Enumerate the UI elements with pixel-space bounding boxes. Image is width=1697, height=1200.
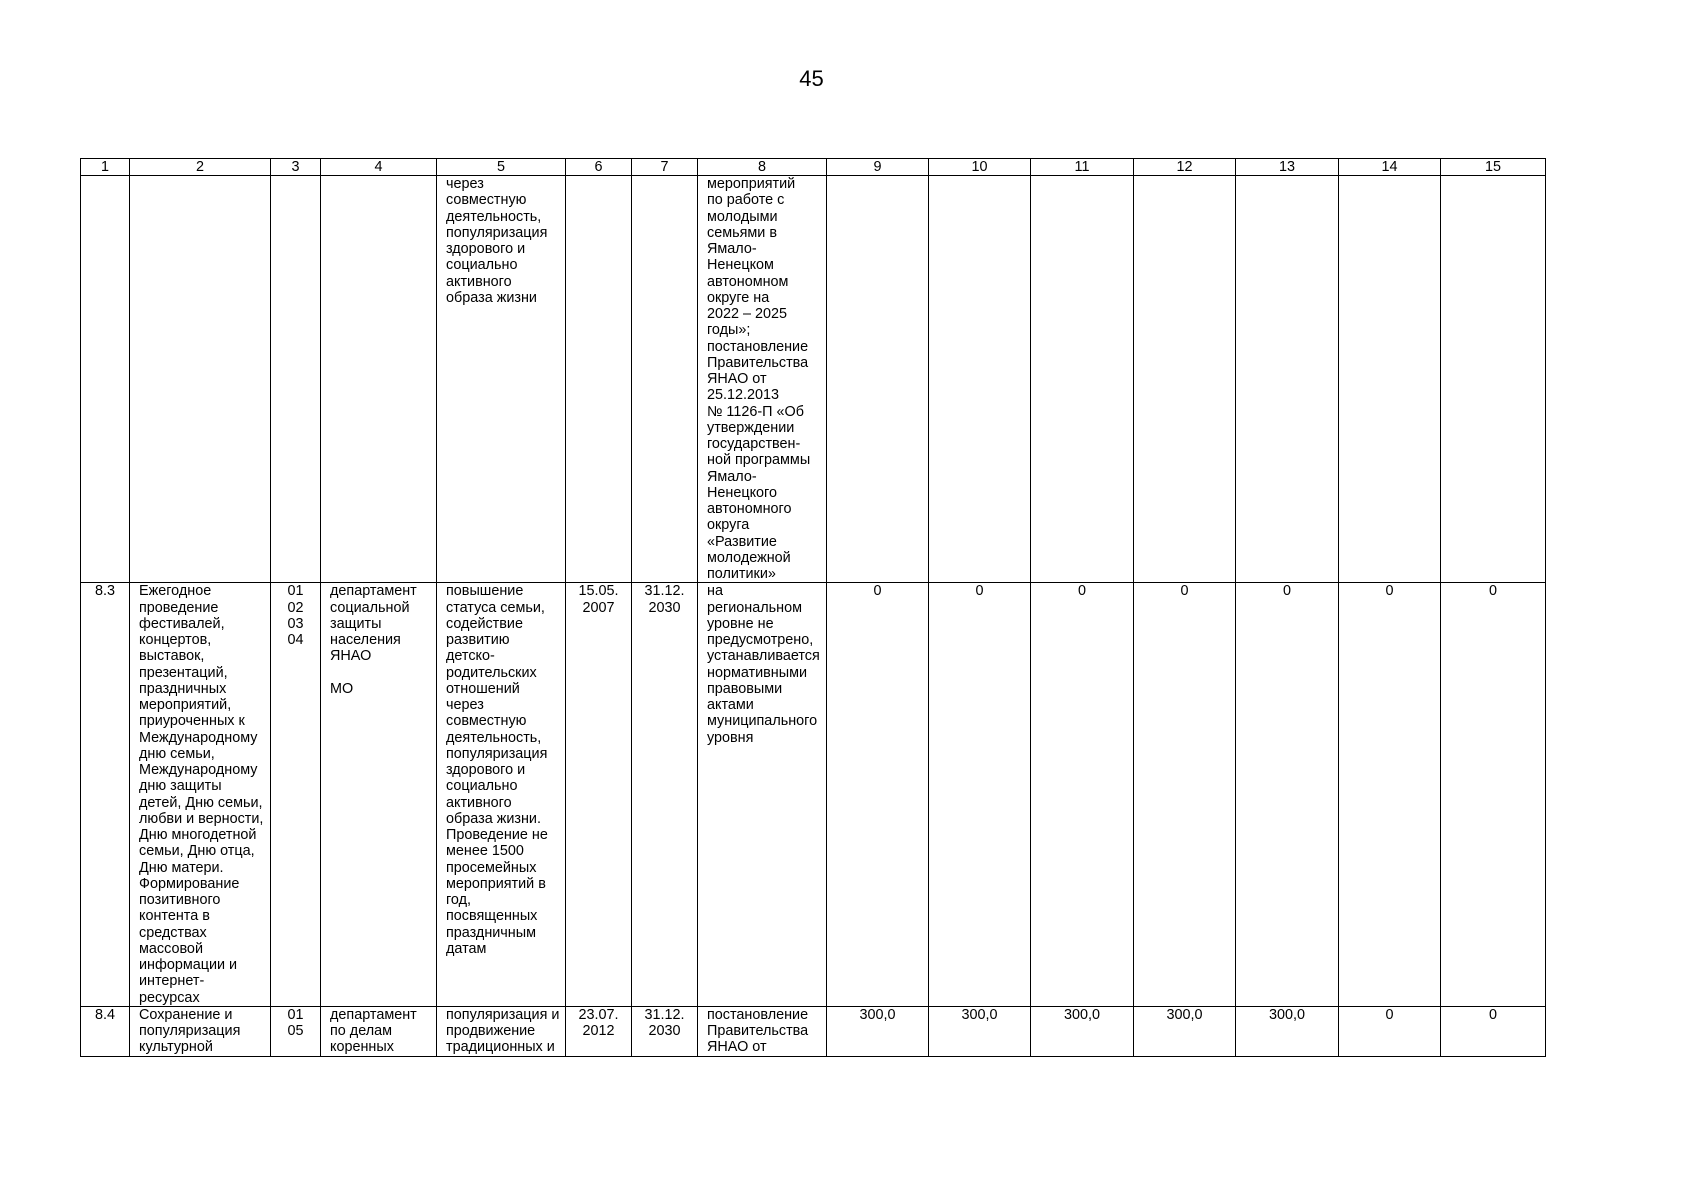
cell-text-line: семьи, Дню отца, bbox=[139, 843, 255, 860]
cell-text-line: 2007 bbox=[582, 599, 615, 616]
cell-empty bbox=[827, 176, 929, 583]
cell-text-line: 2030 bbox=[648, 1023, 681, 1039]
cell-text-line: дню семьи, bbox=[139, 745, 215, 762]
cell-text-line: Ямало- bbox=[707, 468, 757, 485]
cell-text-line: Дню многодетной bbox=[139, 827, 257, 843]
cell-text-line: традиционных и bbox=[446, 1039, 555, 1056]
cell-text-line: политики» bbox=[707, 566, 776, 582]
cell-text-line: молодежной bbox=[707, 549, 791, 566]
cell-text-line: 23.07. bbox=[578, 1006, 619, 1023]
cell-text-line: совместную bbox=[446, 713, 527, 730]
cell-text-line: правовыми bbox=[707, 680, 783, 697]
column-number: 10 bbox=[929, 159, 1031, 176]
cell-value: 300,0 bbox=[929, 1006, 1031, 1056]
cell-text-line: деятельность, bbox=[446, 208, 542, 225]
cell-legal-basis bbox=[698, 176, 827, 583]
cell-text-line: Ненецком bbox=[707, 257, 774, 274]
cell-text-line: менее 1500 bbox=[446, 843, 524, 860]
cell-text-line: Дню матери. bbox=[139, 859, 224, 876]
cell-text-line: молодыми bbox=[707, 208, 778, 225]
cell-text-line: 01 bbox=[287, 583, 304, 600]
column-number: 2 bbox=[130, 159, 271, 176]
cell-text-line: 31.12. bbox=[644, 1006, 685, 1023]
cell-activity-name bbox=[130, 1006, 271, 1056]
cell-text-line: ЯНАО от bbox=[707, 1039, 767, 1056]
cell-empty bbox=[632, 176, 698, 583]
cell-start-date bbox=[566, 583, 632, 1007]
cell-value: 300,0 bbox=[1134, 1006, 1236, 1056]
cell-text-line: ной программы bbox=[707, 452, 811, 469]
cell-start-date bbox=[566, 1006, 632, 1056]
cell-value: 0 bbox=[1236, 583, 1339, 1007]
column-number: 5 bbox=[437, 159, 566, 176]
cell-text-line: развитию bbox=[446, 632, 510, 648]
cell-legal-basis bbox=[698, 1006, 827, 1056]
cell-text-line: № 1126-П «Об bbox=[707, 403, 804, 420]
cell-empty bbox=[1236, 176, 1339, 583]
cell-text-line: деятельность, bbox=[446, 729, 542, 746]
cell-text-line: 02 bbox=[287, 599, 304, 616]
cell-text-line: Ненецкого bbox=[707, 484, 777, 501]
cell-text-line: через bbox=[446, 176, 484, 192]
cell-text-line: 01 bbox=[287, 1006, 304, 1023]
cell-text-line: повышение bbox=[446, 583, 524, 600]
cell-text-line: ресурсах bbox=[139, 989, 200, 1006]
cell-executors bbox=[321, 1006, 437, 1056]
cell-text-line: 04 bbox=[287, 632, 304, 648]
cell-value: 0 bbox=[1134, 583, 1236, 1007]
cell-text-line: информации и bbox=[139, 957, 238, 973]
cell-text-line: по работе с bbox=[707, 192, 785, 209]
cell-text-line: годы»; bbox=[707, 322, 751, 339]
cell-text-line: позитивного bbox=[139, 892, 221, 908]
cell-text-line: автономного bbox=[707, 501, 792, 517]
cell-text-line: датам bbox=[446, 940, 487, 957]
cell-text-line: отношений bbox=[446, 680, 520, 697]
cell-text-line: мероприятий bbox=[707, 176, 796, 192]
program-table bbox=[80, 158, 1546, 1057]
cell-text-line: Ямало- bbox=[707, 241, 757, 257]
cell-text-line: коренных bbox=[330, 1039, 394, 1056]
cell-text-line: презентаций, bbox=[139, 664, 228, 681]
cell-text-line: Ежегодное bbox=[139, 583, 212, 600]
cell-text-line: постановление bbox=[707, 1006, 809, 1023]
table-row-8-3 bbox=[81, 583, 1546, 1007]
cell-empty bbox=[130, 176, 271, 583]
cell-text-line: семьями в bbox=[707, 224, 777, 241]
cell-empty bbox=[81, 176, 130, 583]
cell-value: 300,0 bbox=[1031, 1006, 1134, 1056]
cell-value: 300,0 bbox=[827, 1006, 929, 1056]
cell-text-line: автономном bbox=[707, 273, 789, 290]
cell-text-line: активного bbox=[446, 794, 512, 811]
cell-text-line: устанавливается bbox=[707, 648, 820, 665]
cell-text-line: культурной bbox=[139, 1039, 213, 1056]
column-number: 1 bbox=[81, 159, 130, 176]
cell-text-line: округе на bbox=[707, 289, 770, 306]
cell-text-line: интернет- bbox=[139, 973, 205, 990]
column-number: 12 bbox=[1134, 159, 1236, 176]
cell-codes bbox=[271, 1006, 321, 1056]
cell-text-line: социальной bbox=[330, 599, 410, 616]
cell-text-line: Проведение не bbox=[446, 827, 548, 843]
cell-text-line: популяризация bbox=[139, 1023, 241, 1039]
cell-text-line: детей, Дню семьи, bbox=[139, 794, 263, 811]
cell-text-line: Правительства bbox=[707, 1023, 809, 1039]
cell-empty bbox=[1031, 176, 1134, 583]
cell-activity-name bbox=[130, 583, 271, 1007]
column-number: 11 bbox=[1031, 159, 1134, 176]
cell-text-line: продвижение bbox=[446, 1023, 536, 1039]
cell-text-line: 2030 bbox=[648, 599, 681, 616]
cell-text-line: ЯНАО от bbox=[707, 371, 767, 387]
cell-text-line: посвященных bbox=[446, 908, 538, 925]
cell-text-line: совместную bbox=[446, 192, 527, 209]
cell-text-line: защиты bbox=[330, 615, 382, 632]
cell-text-line: 2022 – 2025 bbox=[707, 306, 788, 322]
cell-text-line: мероприятий, bbox=[139, 697, 232, 713]
cell-text-line: мероприятий в bbox=[446, 875, 546, 892]
table-row-continued bbox=[81, 176, 1546, 583]
cell-text-line: Формирование bbox=[139, 875, 240, 892]
cell-text-line: департамент bbox=[330, 1006, 417, 1023]
cell-text-line: МО bbox=[330, 680, 354, 697]
column-number: 13 bbox=[1236, 159, 1339, 176]
cell-text-line: населения bbox=[330, 632, 401, 648]
cell-value: 0 bbox=[1031, 583, 1134, 1007]
cell-text-line: популяризация bbox=[446, 224, 548, 241]
cell-end-date bbox=[632, 583, 698, 1007]
cell-text-line: уровне не bbox=[707, 615, 774, 632]
cell-empty bbox=[1134, 176, 1236, 583]
cell-text-line: Международному bbox=[139, 729, 258, 746]
cell-text-line: здорового и bbox=[446, 241, 526, 257]
cell-text-line: региональном bbox=[707, 599, 802, 616]
cell-codes bbox=[271, 583, 321, 1007]
cell-text-line: праздничным bbox=[446, 924, 536, 941]
cell-text-line: популяризация и bbox=[446, 1006, 560, 1023]
column-number: 4 bbox=[321, 159, 437, 176]
column-number: 15 bbox=[1441, 159, 1546, 176]
cell-text-line: утверждении bbox=[707, 419, 795, 436]
cell-text-line: концертов, bbox=[139, 632, 212, 648]
cell-end-date bbox=[632, 1006, 698, 1056]
cell-text-line: фестивалей, bbox=[139, 615, 225, 632]
cell-text-line: Правительства bbox=[707, 354, 809, 371]
cell-text-line: проведение bbox=[139, 599, 219, 616]
column-number: 3 bbox=[271, 159, 321, 176]
cell-text-line: детско- bbox=[446, 648, 495, 665]
cell-text-line: выставок, bbox=[139, 648, 205, 665]
cell-expected-result bbox=[437, 176, 566, 583]
cell-text-line: департамент bbox=[330, 583, 417, 600]
page-number: 45 bbox=[799, 66, 824, 91]
cell-text-line: предусмотрено, bbox=[707, 632, 814, 648]
cell-text-line: 25.12.2013 bbox=[707, 387, 780, 404]
cell-empty bbox=[1441, 176, 1546, 583]
cell-text-line: 03 bbox=[287, 615, 304, 632]
cell-empty bbox=[271, 176, 321, 583]
cell-text-line: «Развитие bbox=[707, 533, 777, 550]
cell-legal-basis bbox=[698, 583, 827, 1007]
cell-text-line: округа bbox=[707, 517, 750, 534]
cell-text-line: на bbox=[707, 583, 723, 600]
cell-text-line: 05 bbox=[287, 1023, 304, 1039]
row-number: 8.4 bbox=[81, 1006, 130, 1056]
cell-text-line: нормативными bbox=[707, 664, 808, 681]
cell-text-line: государствен- bbox=[707, 436, 801, 452]
cell-text-line: содействие bbox=[446, 615, 523, 632]
cell-value: 0 bbox=[1441, 1006, 1546, 1056]
cell-text-line: родительских bbox=[446, 664, 537, 681]
cell-text-line: социально bbox=[446, 257, 518, 274]
executor-main bbox=[330, 583, 434, 664]
cell-text-line: праздничных bbox=[139, 680, 227, 697]
column-number: 7 bbox=[632, 159, 698, 176]
cell-text-line: Международному bbox=[139, 762, 258, 778]
cell-text-line: по делам bbox=[330, 1023, 393, 1039]
cell-text-line: постановление bbox=[707, 338, 809, 355]
cell-text-line: массовой bbox=[139, 940, 203, 957]
cell-value: 300,0 bbox=[1236, 1006, 1339, 1056]
cell-value: 0 bbox=[827, 583, 929, 1007]
cell-text-line: актами bbox=[707, 697, 754, 713]
cell-text-line: социально bbox=[446, 778, 518, 795]
cell-text-line: муниципального bbox=[707, 713, 818, 730]
column-number: 9 bbox=[827, 159, 929, 176]
cell-expected-result bbox=[437, 1006, 566, 1056]
cell-empty bbox=[929, 176, 1031, 583]
row-number: 8.3 bbox=[81, 583, 130, 1007]
cell-text-line: Сохранение и bbox=[139, 1006, 233, 1023]
cell-empty bbox=[566, 176, 632, 583]
cell-value: 0 bbox=[929, 583, 1031, 1007]
column-number: 14 bbox=[1339, 159, 1441, 176]
column-number-row bbox=[81, 159, 1546, 176]
cell-text-line: 31.12. bbox=[644, 583, 685, 600]
executor-secondary bbox=[330, 681, 434, 697]
table-row-8-4 bbox=[81, 1006, 1546, 1056]
cell-value: 0 bbox=[1441, 583, 1546, 1007]
cell-text-line: через bbox=[446, 697, 484, 713]
cell-text-line: 2012 bbox=[582, 1023, 615, 1039]
cell-text-line: год, bbox=[446, 892, 472, 908]
cell-text-line: средствах bbox=[139, 924, 207, 941]
cell-value: 0 bbox=[1339, 583, 1441, 1007]
cell-text-line: приуроченных к bbox=[139, 713, 245, 730]
cell-expected-result bbox=[437, 583, 566, 1007]
cell-text-line: здорового и bbox=[446, 762, 526, 778]
cell-text-line: просемейных bbox=[446, 859, 537, 876]
cell-empty bbox=[321, 176, 437, 583]
cell-value: 0 bbox=[1339, 1006, 1441, 1056]
column-number: 8 bbox=[698, 159, 827, 176]
cell-text-line: активного bbox=[446, 273, 512, 290]
cell-text-line: контента в bbox=[139, 908, 210, 925]
cell-text-line: образа жизни bbox=[446, 289, 537, 306]
cell-executors bbox=[321, 583, 437, 1007]
cell-empty bbox=[1339, 176, 1441, 583]
cell-text-line: уровня bbox=[707, 729, 754, 746]
cell-text-line: образа жизни. bbox=[446, 810, 541, 827]
cell-text-line: популяризация bbox=[446, 745, 548, 762]
cell-text-line: статуса семьи, bbox=[446, 599, 545, 616]
cell-text-line: дню защиты bbox=[139, 778, 222, 795]
cell-text-line: любви и верности, bbox=[139, 810, 264, 827]
column-number: 6 bbox=[566, 159, 632, 176]
cell-text-line: ЯНАО bbox=[330, 648, 372, 665]
cell-text-line: 15.05. bbox=[578, 583, 619, 600]
